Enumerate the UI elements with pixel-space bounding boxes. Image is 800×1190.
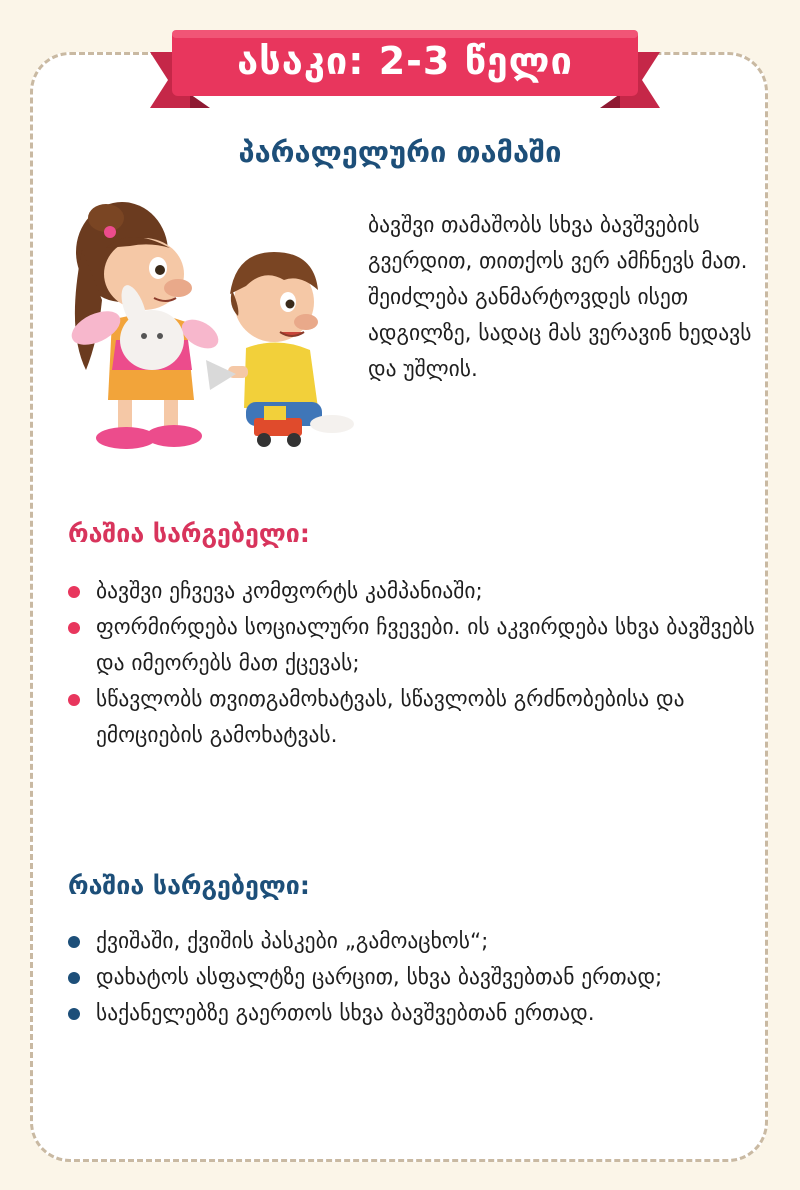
boy-figure xyxy=(206,252,354,447)
intro-paragraph: ბავშვი თამაშობს სხვა ბავშვების გვერდით, თითქოს ვერ ამჩნევს მათ. შეიძლება განმარტოვდეს ისეთ ადგილზე, სადაც მას ვერავინ ხედავს და უშლის. xyxy=(368,213,752,382)
list-item xyxy=(66,574,756,610)
girl-figure xyxy=(67,202,224,449)
benefits-list xyxy=(66,574,756,754)
section-title: პარალელური თამაში xyxy=(238,135,562,169)
bullet-dot-icon xyxy=(68,586,80,598)
list-item-text: საქანელებზე გაერთოს სხვა ბავშვებთან ერთად. xyxy=(96,1001,595,1026)
age-label: ასაკი: 2-3 წელი xyxy=(237,39,573,83)
list-item xyxy=(66,682,756,754)
benefits-heading: რაშია სარგებელი: xyxy=(68,519,310,548)
list-item-text: სწავლობს თვითგამოხატვას, სწავლობს გრძნობებისა და ემოციების გამოხატვას. xyxy=(96,687,685,748)
list-item xyxy=(66,960,756,996)
list-item xyxy=(66,996,756,1032)
activities-list xyxy=(66,924,756,1032)
list-item-text: დახატოს ასფალტზე ცარცით, სხვა ბავშვებთან ერთად; xyxy=(96,965,663,990)
list-item xyxy=(66,924,756,960)
list-item-text: ქვიშაში, ქვიშის პასკები „გამოაცხოს“; xyxy=(96,929,489,954)
bullet-dot-icon xyxy=(68,936,80,948)
list-item-text: ფორმირდება სოციალური ჩვევები. ის აკვირდება სხვა ბავშვებს და იმეორებს მათ ქცევას; xyxy=(96,615,755,676)
age-ribbon-banner xyxy=(150,22,660,114)
list-item-text: ბავშვი ეჩვევა კომფორტს კამპანიაში; xyxy=(96,579,483,604)
bullet-dot-icon xyxy=(68,1008,80,1020)
activities-heading: რაშია სარგებელი: xyxy=(68,871,310,900)
children-playing-illustration xyxy=(60,190,360,460)
list-item xyxy=(66,610,756,682)
bullet-dot-icon xyxy=(68,694,80,706)
bullet-dot-icon xyxy=(68,622,80,634)
bullet-dot-icon xyxy=(68,972,80,984)
